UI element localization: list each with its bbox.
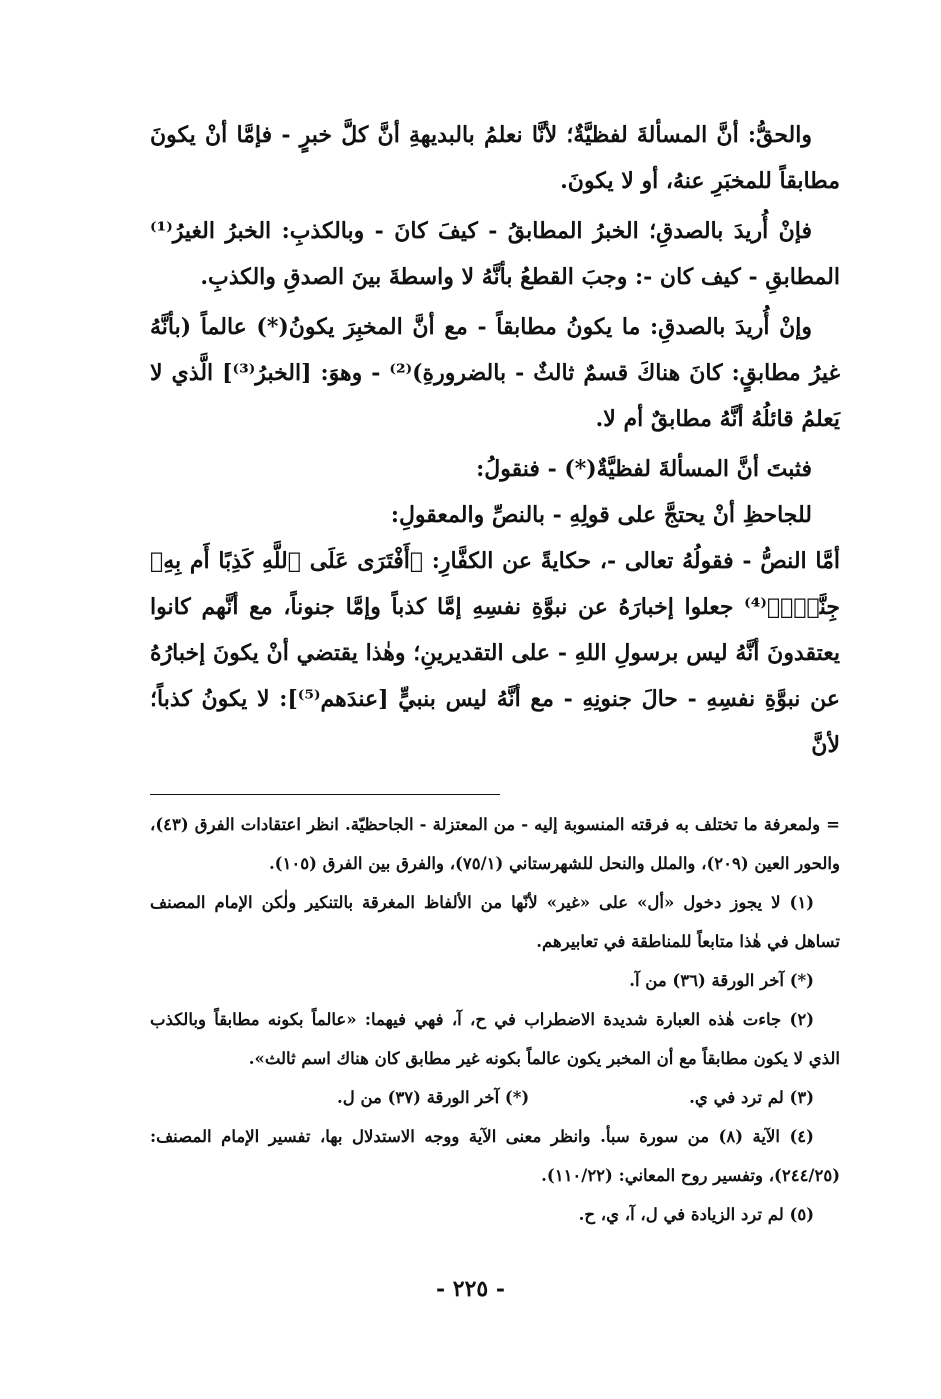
footnote-row-3 bbox=[150, 1078, 840, 1117]
paragraph-1: والحقُّ: أنَّ المسألةَ لفظيَّةٌ؛ لأنَّا نعلمُ بالبديهةِ أنَّ كلَّ خبرٍ - فإمَّا أنْ يكونَ مطابقاً للمخبَرِ عنهُ، أو لا يكونَ. bbox=[150, 122, 840, 194]
paragraph-4: فثبتَ أنَّ المسألةَ لفظيَّةٌ(*) - فنقولُ: bbox=[476, 456, 812, 482]
paragraph-2: فإنْ أُريدَ بالصدقِ؛ الخبرُ المطابقُ - كيفَ كانَ - وبالكذبِ: الخبرُ الغيرُ⁽¹⁾ المطابقِ - كيف كان -: وجبَ القطعُ بأنَّهُ لا واسطةَ بينَ الصدقِ والكذبِ. bbox=[150, 218, 840, 290]
footnote-5: (٥) لم ترد الزيادة في ل، آ، ي، ح. bbox=[578, 1205, 814, 1224]
footnote-divider bbox=[150, 794, 500, 795]
footnote-star-2: (*) آخر الورقة (٣٧) من ل. bbox=[336, 1088, 530, 1107]
paragraph-6: أمَّا النصُّ - فقولُهُ تعالى -، حكايةً عن الكفَّارِ: ﴿أَفْتَرَى عَلَى ٱللَّهِ كَذِبًا أَم بِهِۦ جِنَّةٌۢ﴾⁽⁴⁾ جعلوا إخبارَهُ عن نبوَّةِ نفسِهِ إمَّا كذباً وإمَّا جنوناً، مع أنَّهم كانوا يعتقدونَ أنَّهُ ليس برسولِ اللهِ - على التقديرينِ؛ وهٰذا يقتضي أنْ يكونَ إخبارُهُ عن نبوَّةِ نفسِهِ - حالَ جنونِهِ - مع أنَّهُ ليس بنبيٍّ [عندَهم⁽⁵⁾]: لا يكونُ كذباً؛ لأنَّ bbox=[150, 548, 840, 758]
footnote-continuation: = ولمعرفة ما تختلف به فرقته المنسوبة إليه - من المعتزلة - الجاحظيّة. انظر اعتقادات الفرق (٤٣)، والحور العين (٢٠٩)، والملل والنحل للشهرستاني (٧٥/١)، والفرق بين الفرق (١٠٥). bbox=[150, 815, 840, 873]
footnote-star-1: (*) آخر الورقة (٣٦) من آ. bbox=[629, 971, 814, 990]
footnotes bbox=[150, 805, 840, 1234]
footnote-3: (٣) لم ترد في ي. bbox=[689, 1088, 814, 1107]
main-text bbox=[150, 112, 840, 768]
paragraph-3: وإنْ أُريدَ بالصدقِ: ما يكونُ مطابقاً - مع أنَّ المخبِرَ يكونُ(*) عالماً (بأنَّهُ غيرُ مطابقٍ: كانَ هناكَ قسمٌ ثالثٌ - بالضرورةِ)⁽²⁾ - وهوَ: [الخبرُ⁽³⁾] الَّذي لا يَعلمُ قائلُهُ أنَّهُ مطابقٌ أم لا. bbox=[150, 314, 840, 432]
document-page bbox=[150, 112, 840, 1234]
page-number: - ٢٢٥ - bbox=[435, 1276, 506, 1302]
footnote-1: (١) لا يجوز دخول «أل» على «غير» لأنّها من الألفاظ المغرقة بالتنكير ولٰكن الإمام المصنف تساهل في هٰذا متابعاً للمناطقة في تعابيرهم. bbox=[150, 893, 840, 951]
footnote-4: (٤) الآية (٨) من سورة سبأ. وانظر معنى الآية ووجه الاستدلال بها، تفسير الإمام المصنف: (٢٤٤/٢٥)، وتفسير روح المعاني: (١١٠/٢٢). bbox=[150, 1127, 840, 1185]
paragraph-5: للجاحظِ أنْ يحتجَّ على قولِهِ - بالنصِّ والمعقولِ: bbox=[390, 502, 812, 528]
footnote-2: (٢) جاءت هٰذه العبارة شديدة الاضطراب في ح، آ، فهي فيهما: «عالماً بكونه مطابقاً وبالكذب الذي لا يكون مطابقاً مع أن المخبر يكون عالماً بكونه غير مطابق كان هناك اسم ثالث». bbox=[150, 1010, 840, 1068]
